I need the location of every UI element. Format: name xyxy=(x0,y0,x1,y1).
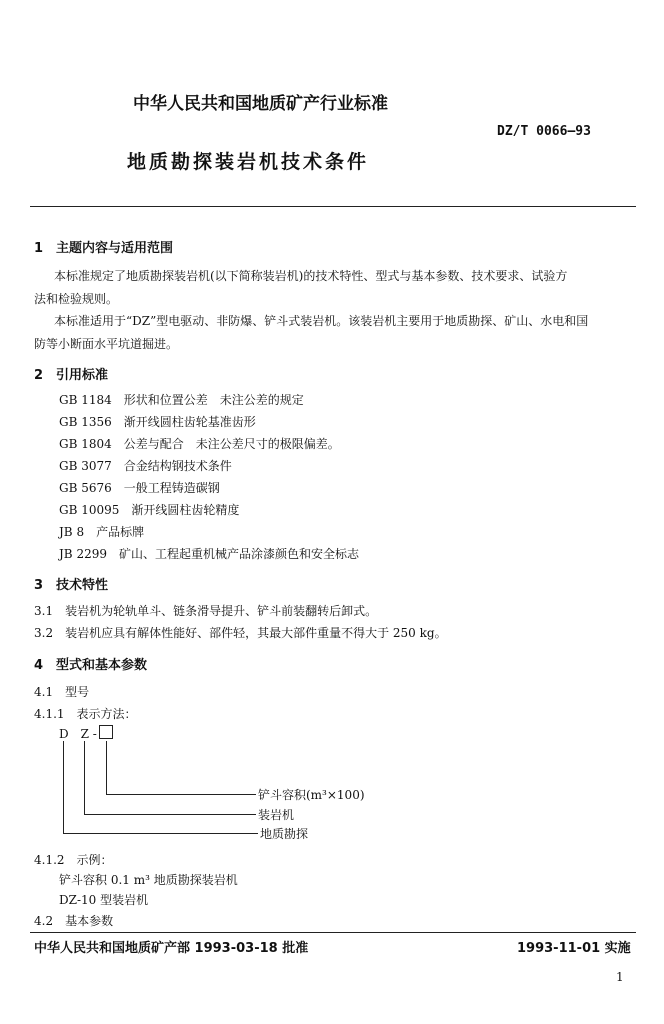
industry-standard-title: 中华人民共和国地质矿产行业标准 xyxy=(133,94,388,114)
footer-rule xyxy=(30,932,636,933)
leader-line-box xyxy=(106,741,107,794)
section-3-2: 3.2 装岩机应具有解体性能好、部件轻，其最大部件重量不得大于 250 kg。 xyxy=(34,626,447,640)
leader-line-z xyxy=(84,741,85,814)
leader-line-capacity xyxy=(106,794,256,795)
standard-code: DZ/T 0066—93 xyxy=(497,124,591,139)
leader-line-geo xyxy=(63,833,258,834)
label-bucket-capacity: 铲斗容积(m³×100) xyxy=(258,788,365,802)
reference-item: JB 8 产品标牌 xyxy=(59,525,145,539)
approval-line: 中华人民共和国地质矿产部 1993-03-18 批准 xyxy=(34,941,309,956)
section-3-1: 3.1 装岩机为轮轨单斗、链条滑导提升、铲斗前装翻转后卸式。 xyxy=(34,604,378,618)
example-line-2: DZ-10 型装岩机 xyxy=(59,893,149,907)
section-4-1-1: 4.1.1 表示方法： xyxy=(34,707,137,721)
placeholder-box xyxy=(99,725,113,739)
label-geological-exploration: 地质勘探 xyxy=(260,827,309,841)
page-number: 1 xyxy=(616,970,624,984)
document-title: 地质勘探装岩机技术条件 xyxy=(127,151,370,173)
section-1-para-2-line-2: 防等小断面水平坑道掘进。 xyxy=(34,337,179,351)
section-1-para-2-line-1: 本标准适用于“DZ”型电驱动、非防爆、铲斗式装岩机。该装岩机主要用于地质勘探、矿山、水电和国 xyxy=(54,314,589,328)
model-code-letters: D Z - xyxy=(59,727,97,741)
section-1-heading: 1 主题内容与适用范围 xyxy=(34,241,174,256)
label-loader: 装岩机 xyxy=(258,808,295,822)
section-4-1: 4.1 型号 xyxy=(34,685,90,699)
reference-item: GB 1804 公差与配合 未注公差尺寸的极限偏差。 xyxy=(59,437,340,451)
section-4-heading: 4 型式和基本参数 xyxy=(34,658,148,673)
reference-item: GB 3077 合金结构钢技术条件 xyxy=(59,459,232,473)
reference-item: GB 10095 渐开线圆柱齿轮精度 xyxy=(59,503,240,517)
section-1-para-1-line-1: 本标准规定了地质勘探装岩机(以下简称装岩机)的技术特性、型式与基本参数、技术要求、试验方 xyxy=(54,269,568,283)
section-1-para-1-line-2: 法和检验规则。 xyxy=(34,292,119,306)
reference-item: GB 1356 渐开线圆柱齿轮基准齿形 xyxy=(59,415,256,429)
leader-line-d xyxy=(63,741,64,833)
section-3-heading: 3 技术特性 xyxy=(34,578,109,593)
effective-date: 1993-11-01 实施 xyxy=(517,941,631,956)
reference-item: JB 2299 矿山、工程起重机械产品涂漆颜色和安全标志 xyxy=(59,547,359,561)
model-code xyxy=(59,725,113,742)
example-line-1: 铲斗容积 0.1 m³ 地质勘探装岩机 xyxy=(59,873,238,887)
leader-line-loader xyxy=(84,814,256,815)
header-rule xyxy=(30,206,636,207)
section-4-1-2: 4.1.2 示例： xyxy=(34,853,113,867)
reference-item: GB 1184 形状和位置公差 未注公差的规定 xyxy=(59,393,304,407)
section-2-heading: 2 引用标准 xyxy=(34,368,109,383)
reference-item: GB 5676 一般工程铸造碳钢 xyxy=(59,481,220,495)
section-4-2: 4.2 基本参数 xyxy=(34,914,114,928)
